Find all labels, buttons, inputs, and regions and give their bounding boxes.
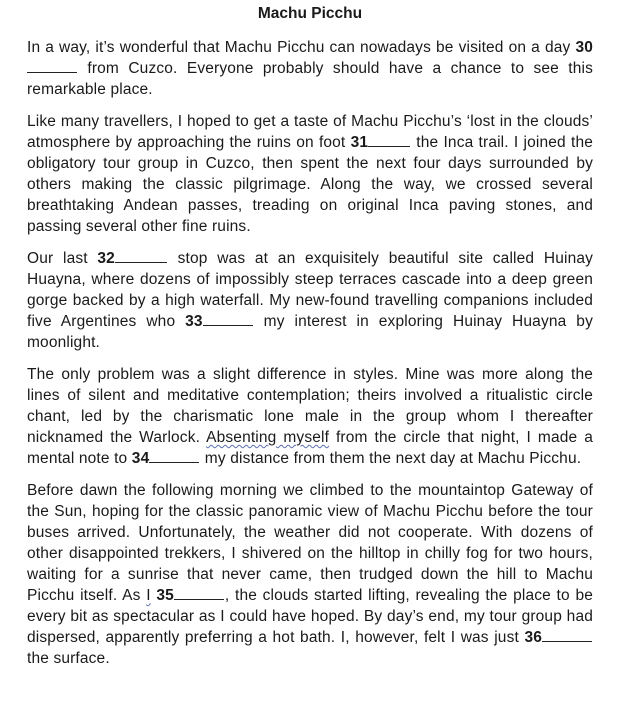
paragraph-4	[27, 364, 593, 469]
paragraph-text: , the clouds started lifting, revealing the place to be every bit as spectacular as I could have hoped. By day’s end, my tour group had dispersed, apparently preferring a hot bath. I, however, felt I was just	[27, 587, 593, 646]
paragraph-1	[27, 37, 593, 100]
paragraph-text: stop was at an exquisitely beautiful site called Huinay Huayna, where dozens of impossibly steep terraces cascade into a deep green gorge backed by a high waterfall. My new-found travelling companions included five Argentines who	[27, 250, 594, 330]
gap-blank-36	[542, 640, 592, 642]
page-title: Machu Picchu	[257, 5, 363, 22]
gap-number-35: 35	[156, 587, 174, 604]
paragraph-text: In a way, it’s wonderful that Machu Picchu can nowadays be visited on a day	[27, 39, 576, 56]
gap-blank-35	[174, 598, 224, 600]
gap-number-32: 32	[97, 250, 115, 267]
paragraph-text: the surface.	[27, 650, 110, 667]
underlined-word: I	[146, 587, 151, 604]
gap-blank-31	[368, 145, 410, 147]
paragraph-2	[27, 111, 593, 237]
paragraph-text: Our last	[27, 250, 98, 267]
gap-blank-30	[27, 71, 77, 73]
paragraph-text: The only problem was a slight difference in styles. Mine was more along the lines of silent and meditative contemplation; theirs involved a ritualistic circle chant, led by the charismatic lone male in the group whom I thereafter nicknamed the Warlock.	[27, 366, 593, 446]
gap-blank-32	[115, 261, 167, 263]
paragraph-text: my distance from them the next day at Machu Picchu.	[200, 450, 582, 467]
paragraph-text: the Inca trail. I joined the obligatory tour group in Cuzco, then spent the next four days surrounded by others making the classic pilgrimage. Along the way, we crossed several breathtaking Andean passes, treading on original Inca paving stones, and passing several other fine ruins.	[27, 134, 593, 235]
gap-number-33: 33	[185, 313, 203, 330]
gap-number-31: 31	[350, 134, 369, 151]
gap-number-36: 36	[524, 629, 542, 646]
paragraph-text: my interest in exploring Huinay Huayna by moonlight.	[27, 313, 593, 351]
gap-number-30: 30	[575, 39, 593, 56]
gap-number-34: 34	[131, 450, 150, 467]
paragraph-text: Before dawn the following morning we climbed to the mountaintop Gateway of the Sun, hoping for the classic panoramic view of Machu Picchu before the tour buses arrived. Unfortunately, the weather did not cooperate. With dozens of other disappointed trekkers, I shivered on the hilltop in chilly fog for two hours, waiting for a sunrise that never came, then trudged down the hill to Machu Picchu itself. As	[27, 482, 593, 604]
gap-blank-33	[203, 324, 253, 326]
paragraph-text: Like many travellers, I hoped to get a taste of Machu Picchu’s ‘lost in the clouds’ atmosphere by approaching the ruins on foot	[27, 113, 593, 151]
paragraph-3	[27, 248, 593, 353]
gap-blank-34	[149, 461, 199, 463]
paragraph-5	[27, 480, 593, 669]
underlined-phrase: Absenting myself	[206, 429, 330, 446]
paragraph-text: from the circle that night, I made a mental note to	[27, 429, 593, 467]
paragraph-text: from Cuzco. Everyone probably should have a chance to see this remarkable place.	[27, 60, 593, 98]
